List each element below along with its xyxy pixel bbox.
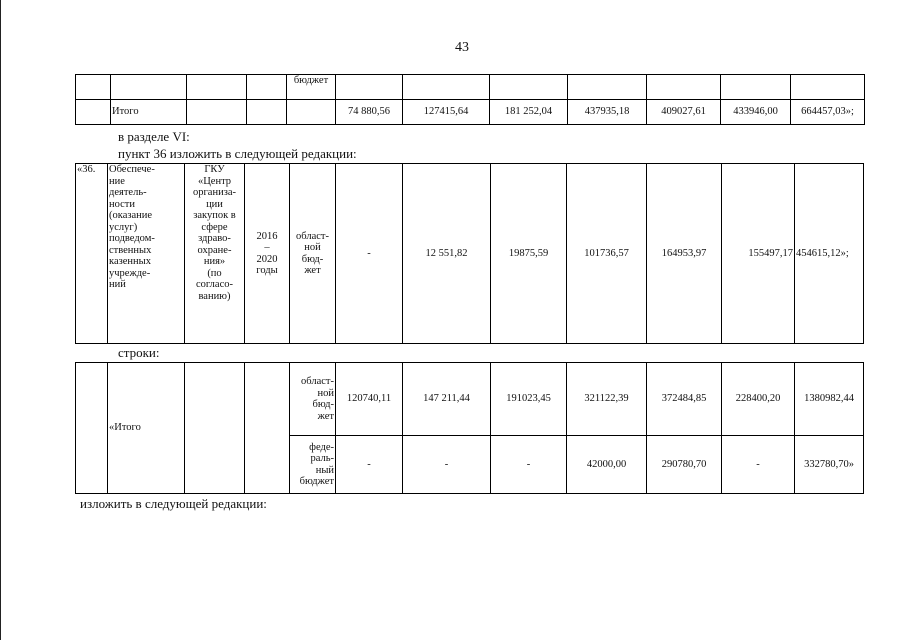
federal-value: 290780,70 xyxy=(647,436,722,494)
federal-value: - xyxy=(722,436,795,494)
regional-value: 1380982,44 xyxy=(795,363,864,436)
regional-value: 147 211,44 xyxy=(403,363,491,436)
table-row xyxy=(76,100,865,125)
table-cell xyxy=(187,75,247,100)
table-cell xyxy=(187,100,247,125)
total-value: 74 880,56 xyxy=(336,100,403,125)
federal-value: 42000,00 xyxy=(567,436,647,494)
value-cell: 19875,59 xyxy=(491,164,567,344)
table-cell xyxy=(247,100,287,125)
federal-source: феде- раль- ный бюджет xyxy=(290,436,336,494)
federal-value: 332780,70» xyxy=(795,436,864,494)
regional-value: 228400,20 xyxy=(722,363,795,436)
table-cell xyxy=(403,75,490,100)
table-cell xyxy=(76,75,111,100)
scan-edge xyxy=(0,0,1,640)
total-value: 181 252,04 xyxy=(490,100,568,125)
total-value: 664457,03»; xyxy=(791,100,865,125)
value-cell: 12 551,82 xyxy=(403,164,491,344)
activity-text: Обеспече- ние деятель- ности (оказание услуг) подведом- ственных казенных учрежде- ний xyxy=(108,164,185,344)
regional-value: 372484,85 xyxy=(647,363,722,436)
period-text: 2016 – 2020 годы xyxy=(245,164,290,344)
total-value: 437935,18 xyxy=(568,100,647,125)
value-cell: 454615,12»; xyxy=(795,164,864,344)
table-cell xyxy=(247,75,287,100)
table-item-36 xyxy=(75,163,864,344)
table-cell xyxy=(647,75,721,100)
total-label: Итого xyxy=(111,100,187,125)
table-cell xyxy=(76,100,111,125)
federal-value: - xyxy=(491,436,567,494)
total-value: 433946,00 xyxy=(721,100,791,125)
executor-text: ГКУ «Центр организа- ции закупок в сфере здраво- охране- ния» (по согласо- ванию) xyxy=(185,164,245,344)
page-number: 43 xyxy=(455,40,469,55)
value-cell: 155497,17 xyxy=(722,164,795,344)
table-cell xyxy=(568,75,647,100)
federal-value: - xyxy=(336,436,403,494)
table-cell xyxy=(791,75,865,100)
table-cell xyxy=(490,75,568,100)
table-cell xyxy=(336,75,403,100)
final-text: изложить в следующей редакции: xyxy=(80,496,267,511)
regional-value: 321122,39 xyxy=(567,363,647,436)
table-cell xyxy=(76,363,108,494)
item-text: пункт 36 изложить в следующей редакции: xyxy=(118,146,357,161)
table-row xyxy=(76,164,864,344)
total-value: 409027,61 xyxy=(647,100,721,125)
table-row xyxy=(76,363,864,436)
totals-label: «Итого xyxy=(108,363,185,494)
rows-text: строки: xyxy=(118,345,160,360)
table-cell xyxy=(245,363,290,494)
total-value: 127415,64 xyxy=(403,100,490,125)
regional-source: област- ной бюд- жет xyxy=(290,363,336,436)
regional-value: 120740,11 xyxy=(336,363,403,436)
budget-label: бюджет xyxy=(287,75,336,100)
value-cell: 164953,97 xyxy=(647,164,722,344)
table-budget-totals xyxy=(75,74,865,125)
regional-value: 191023,45 xyxy=(491,363,567,436)
table-cell xyxy=(185,363,245,494)
item-number: «36. xyxy=(76,164,108,344)
source-text: област- ной бюд- жет xyxy=(290,164,336,344)
table-cell xyxy=(111,75,187,100)
federal-value: - xyxy=(403,436,491,494)
section-text: в разделе VI: xyxy=(118,129,190,144)
table-cell xyxy=(287,100,336,125)
value-cell: - xyxy=(336,164,403,344)
table-totals xyxy=(75,362,864,494)
table-cell xyxy=(721,75,791,100)
value-cell: 101736,57 xyxy=(567,164,647,344)
table-row xyxy=(76,75,865,100)
